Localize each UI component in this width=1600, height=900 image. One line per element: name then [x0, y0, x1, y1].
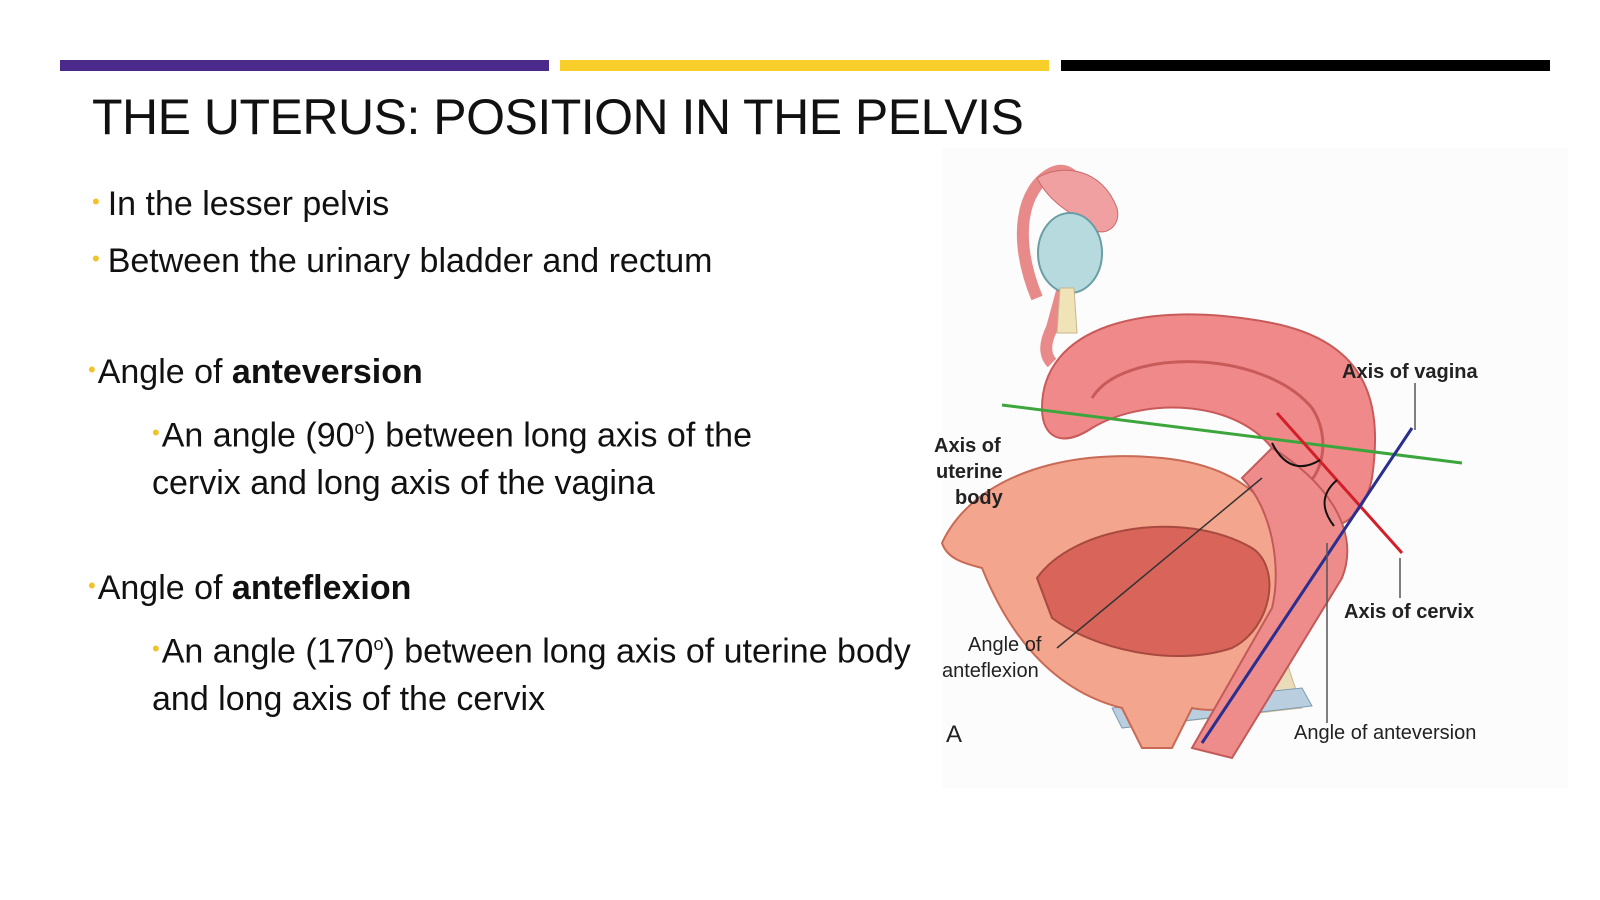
label-axis-uterine-3: body	[955, 487, 1003, 509]
uterus-diagram	[934, 148, 1568, 788]
sub-bullet-anteflexion-desc: •An angle (170$^o$) between long axis of uterine body and long axis of the cervix	[152, 632, 911, 719]
accent-bar-yellow	[560, 60, 1049, 71]
ovary-shape	[1038, 213, 1102, 293]
label-axis-uterine-1: Axis of	[934, 435, 1001, 457]
slide-title: THE UTERUS: POSITION IN THE PELVIS	[92, 89, 1024, 145]
sub-bullet-anteversion-desc: •An angle (90$^o$) between long axis of the cervix and long axis of the vagina	[152, 416, 752, 503]
bullet-anteversion: •Angle of anteversion	[88, 353, 423, 391]
bullet-dot-icon: •	[92, 246, 100, 271]
bullet-dot-icon: •	[152, 636, 160, 662]
label-axis-vagina: Axis of vagina	[1342, 361, 1478, 383]
uterus-illustration	[934, 148, 1568, 788]
bullet-dot-icon: •	[88, 357, 96, 382]
label-axis-cervix: Axis of cervix	[1344, 601, 1475, 623]
label-anteflexion-1: Angle of	[968, 634, 1042, 656]
accent-bar-black	[1061, 60, 1550, 71]
panel-letter: A	[946, 721, 963, 748]
bullet-between-organs: • Between the urinary bladder and rectum	[92, 242, 713, 280]
accent-bar-purple	[60, 60, 549, 71]
label-axis-uterine-2: uterine	[936, 461, 1003, 483]
label-anteflexion-2: anteflexion	[942, 660, 1039, 682]
label-angle-anteversion: Angle of anteversion	[1294, 722, 1477, 744]
bullet-dot-icon: •	[88, 573, 96, 598]
bullet-dot-icon: •	[92, 189, 100, 214]
bullet-anteflexion: •Angle of anteflexion	[88, 569, 412, 607]
ovarian-ligament-shape	[1057, 288, 1077, 333]
bullet-lesser-pelvis: • In the lesser pelvis	[92, 185, 390, 223]
bullet-dot-icon: •	[152, 420, 160, 446]
